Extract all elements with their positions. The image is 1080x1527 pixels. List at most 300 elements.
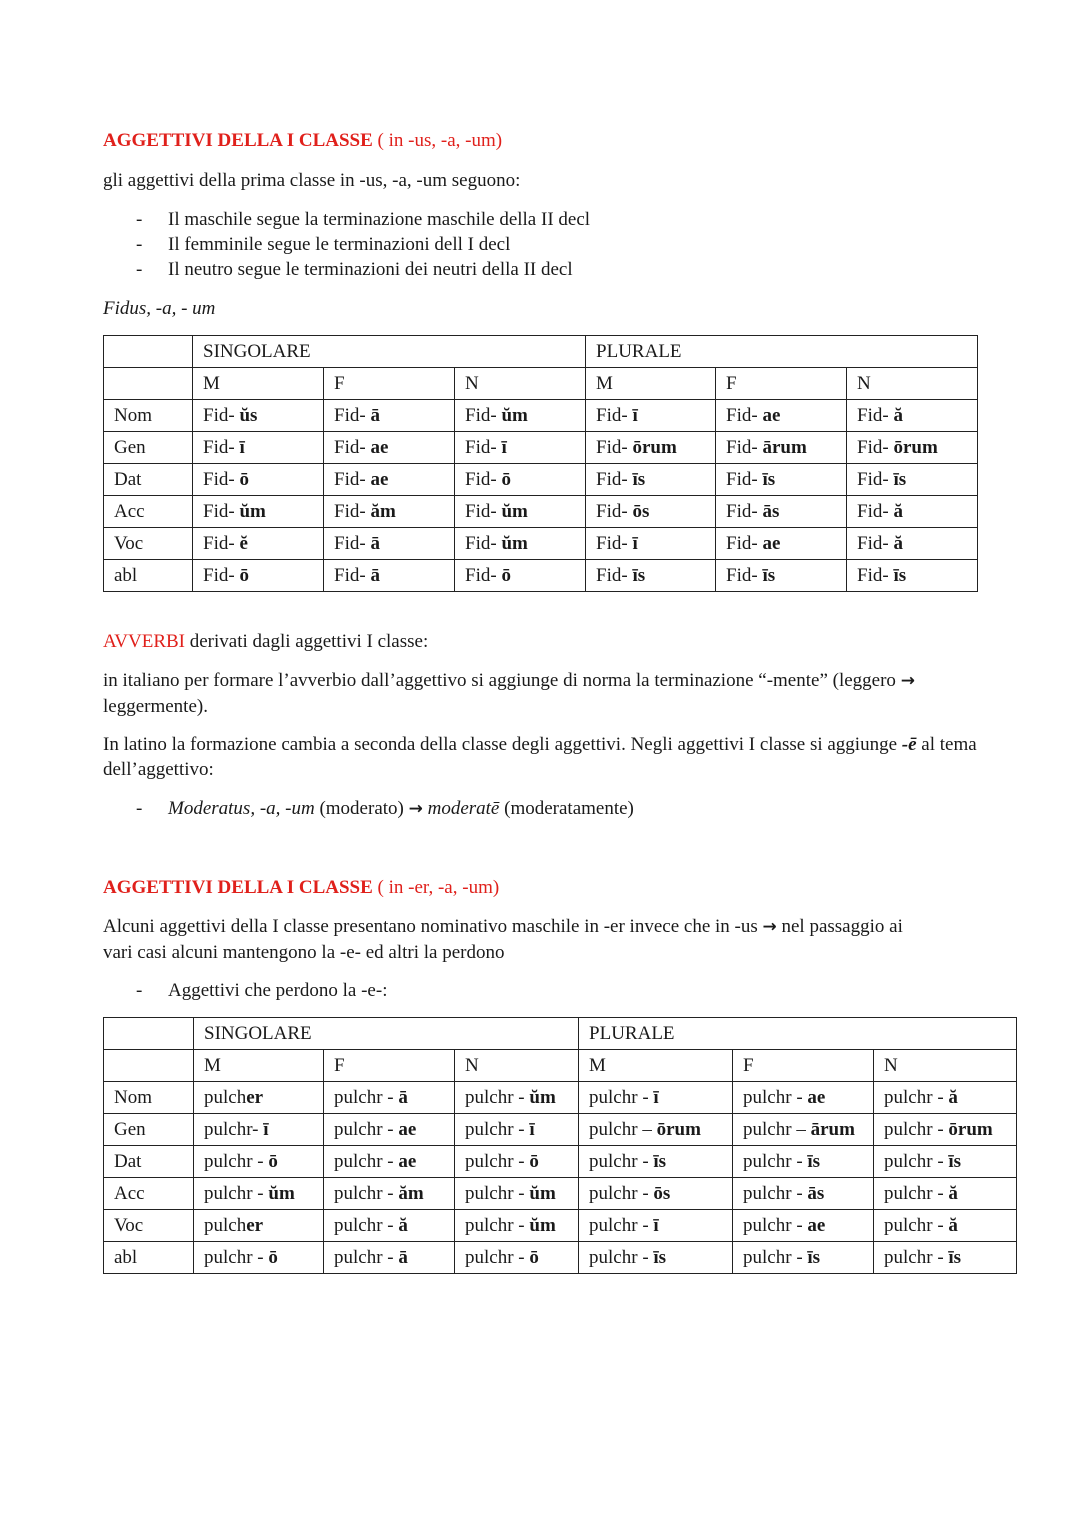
stem: Fid- (465, 565, 502, 586)
table-row (104, 1242, 1017, 1274)
stem: Fid- (596, 469, 633, 490)
case-label: abl (104, 1242, 194, 1274)
stem: pulchr - (334, 1215, 399, 1236)
group-header-plural: PLURALE (586, 336, 978, 368)
table-cell (455, 432, 586, 464)
heading-main: AGGETTIVI DELLA I CLASSE (103, 130, 373, 151)
ending: īs (632, 565, 646, 586)
list-item-text: Il maschile segue la terminazione maschile della II decl (168, 209, 591, 230)
ending: ī (239, 437, 245, 458)
table-cell (324, 1082, 455, 1114)
ending: īs (762, 469, 776, 490)
table-cell (847, 560, 978, 592)
gender-header: N (455, 1050, 579, 1082)
arrow-icon: → (900, 671, 915, 691)
table-cell (455, 1178, 579, 1210)
case-label: Gen (104, 1114, 194, 1146)
table-cell (733, 1242, 874, 1274)
gender-header: F (324, 1050, 455, 1082)
table-row (104, 400, 978, 432)
table-cell (324, 400, 455, 432)
stem: pulchr - (465, 1119, 530, 1140)
table-cell (847, 432, 978, 464)
table-cell (324, 496, 455, 528)
case-label: Gen (104, 432, 193, 464)
case-label: Acc (104, 496, 193, 528)
stem: Fid- (465, 405, 502, 426)
table-cell (874, 1210, 1017, 1242)
table-cell (194, 1082, 324, 1114)
ending: ōrum (632, 437, 677, 458)
gender-header: F (324, 368, 455, 400)
ending: ō (501, 565, 511, 586)
stem: pulch (204, 1215, 247, 1236)
ending: īs (653, 1247, 667, 1268)
stem: Fid- (203, 501, 240, 522)
table-cell (716, 528, 847, 560)
table-cell (324, 1178, 455, 1210)
stem: pulchr - (334, 1183, 399, 1204)
table-cell (586, 496, 716, 528)
ending: ŭm (268, 1183, 295, 1204)
ending: ā (398, 1087, 408, 1108)
stem: Fid- (857, 437, 894, 458)
stem: pulchr - (334, 1151, 399, 1172)
text: nel passaggio ai (776, 916, 903, 937)
table-cell (324, 528, 455, 560)
example-adverb: moderatē (427, 798, 500, 819)
heading-rest: derivati dagli aggettivi I classe: (185, 631, 429, 652)
ending: er (246, 1087, 264, 1108)
adverb-paragraph-latin (103, 732, 1003, 782)
stem: pulchr - (589, 1247, 654, 1268)
ending: īs (893, 565, 907, 586)
heading-sub: ( in -er, -a, -um) (372, 877, 500, 898)
stem: pulchr - (884, 1247, 949, 1268)
stem: pulchr - (465, 1247, 530, 1268)
stem: pulchr- (204, 1119, 264, 1140)
stem: Fid- (465, 437, 502, 458)
table-cell (716, 560, 847, 592)
table-row (104, 1114, 1017, 1146)
text: al tema dell’aggettivo: (103, 734, 977, 780)
empty-cell (104, 368, 193, 400)
ending: ī (501, 437, 507, 458)
table-cell (847, 464, 978, 496)
table-cell (716, 432, 847, 464)
ending: ō (529, 1247, 539, 1268)
table-row (104, 528, 978, 560)
stem: Fid- (596, 565, 633, 586)
stem: pulchr - (334, 1087, 399, 1108)
ending: ae (370, 469, 389, 490)
ending: ā (370, 405, 380, 426)
stem: pulchr - (884, 1183, 949, 1204)
stem: Fid- (857, 501, 894, 522)
stem: pulchr - (465, 1183, 530, 1204)
gender-header: M (586, 368, 716, 400)
ending: īs (762, 565, 776, 586)
ending: ās (807, 1183, 825, 1204)
table-cell (847, 400, 978, 432)
ending: ŭm (529, 1183, 556, 1204)
table-cell (324, 1210, 455, 1242)
ending: ŭm (529, 1087, 556, 1108)
stem: Fid- (726, 501, 763, 522)
gender-header: F (733, 1050, 874, 1082)
table-cell (874, 1146, 1017, 1178)
table-cell (733, 1146, 874, 1178)
gender-header: F (716, 368, 847, 400)
ending: īs (653, 1151, 667, 1172)
table-cell (874, 1178, 1017, 1210)
table-cell (733, 1210, 874, 1242)
text: (moderatamente) (499, 798, 634, 819)
ending: ī (263, 1119, 269, 1140)
ending: er (246, 1215, 264, 1236)
suffix: -ē (901, 734, 917, 755)
case-label: Nom (104, 400, 193, 432)
table-cell (716, 496, 847, 528)
ending: ŭm (501, 405, 528, 426)
ending: ās (762, 501, 780, 522)
section-heading-us (103, 128, 502, 153)
table-row (104, 464, 978, 496)
empty-cell (104, 1018, 194, 1050)
gender-header: M (194, 1050, 324, 1082)
ending: ā (398, 1247, 408, 1268)
ending: ă (948, 1215, 958, 1236)
table-cell (455, 464, 586, 496)
ending: ă (893, 533, 903, 554)
table-gender-row (104, 1050, 1017, 1082)
text: (moderato) (314, 798, 409, 819)
table-cell (874, 1242, 1017, 1274)
ending: ae (370, 437, 389, 458)
ending: ī (632, 533, 638, 554)
stem: pulchr - (884, 1087, 949, 1108)
group-header-singular: SINGOLARE (194, 1018, 579, 1050)
case-label: Dat (104, 1146, 194, 1178)
ending: ŭm (501, 501, 528, 522)
case-label: Voc (104, 1210, 194, 1242)
ending: ŭm (529, 1215, 556, 1236)
table-row (104, 432, 978, 464)
case-label: Voc (104, 528, 193, 560)
table-cell (194, 1114, 324, 1146)
table-cell (324, 560, 455, 592)
ending: ae (398, 1119, 417, 1140)
ending: ŭm (239, 501, 266, 522)
table-cell (874, 1082, 1017, 1114)
stem: Fid- (203, 533, 240, 554)
stem: pulchr - (589, 1087, 654, 1108)
stem: Fid- (596, 533, 633, 554)
list-item: - Il neutro segue le terminazioni dei neutri della II decl (136, 259, 573, 280)
gender-header: N (847, 368, 978, 400)
case-label: Nom (104, 1082, 194, 1114)
table-cell (579, 1082, 733, 1114)
table-cell (324, 432, 455, 464)
stem: pulchr - (743, 1151, 808, 1172)
list-item: - Moderatus, -a, -um (moderato) → moderatē (moderatamente) (136, 798, 634, 819)
stem: pulchr - (334, 1247, 399, 1268)
ending: ae (807, 1087, 826, 1108)
ending: ae (398, 1151, 417, 1172)
list-item: - Il femminile segue le terminazioni dell I decl (136, 234, 511, 255)
table-cell (324, 1114, 455, 1146)
declension-table-pulcher (103, 1017, 1017, 1274)
stem: pulchr - (334, 1119, 399, 1140)
table-group-header-row (104, 336, 978, 368)
table-cell (455, 528, 586, 560)
er-paragraph (103, 914, 1003, 965)
table-cell (194, 1210, 324, 1242)
ending: ōrum (948, 1119, 993, 1140)
ending: ō (239, 565, 249, 586)
table-cell (193, 400, 324, 432)
ending: ō (501, 469, 511, 490)
stem: Fid- (465, 501, 502, 522)
table-cell (455, 1210, 579, 1242)
stem: pulchr - (743, 1183, 808, 1204)
table-cell (455, 1082, 579, 1114)
table-cell (455, 1242, 579, 1274)
table-cell (194, 1242, 324, 1274)
table-group-header-row (104, 1018, 1017, 1050)
ending: ă (893, 405, 903, 426)
table-row (104, 496, 978, 528)
list-item-text: Aggettivi che perdono la -e-: (168, 980, 388, 1001)
table-cell (324, 464, 455, 496)
heading-sub: ( in -us, -a, -um) (372, 130, 503, 151)
table-row (104, 1178, 1017, 1210)
group-header-plural: PLURALE (579, 1018, 1017, 1050)
table-cell (455, 1114, 579, 1146)
stem: Fid- (857, 565, 894, 586)
stem: Fid- (203, 437, 240, 458)
er-list (103, 978, 387, 1003)
gender-header: M (193, 368, 324, 400)
table-cell (193, 560, 324, 592)
stem: Fid- (203, 565, 240, 586)
table-cell (586, 528, 716, 560)
stem: Fid- (596, 501, 633, 522)
ending: ăm (398, 1183, 424, 1204)
stem: Fid- (726, 565, 763, 586)
table-cell (579, 1114, 733, 1146)
arrow-icon: → (762, 917, 777, 937)
case-label: abl (104, 560, 193, 592)
stem: Fid- (203, 469, 240, 490)
table-cell (194, 1178, 324, 1210)
table-cell (455, 400, 586, 432)
table-cell (586, 464, 716, 496)
ending: ae (807, 1215, 826, 1236)
table-cell (193, 496, 324, 528)
ending: ŭs (239, 405, 258, 426)
table-cell (733, 1082, 874, 1114)
stem: pulchr - (884, 1215, 949, 1236)
stem: pulchr - (465, 1215, 530, 1236)
table-cell (193, 528, 324, 560)
table-row (104, 1082, 1017, 1114)
stem: Fid- (726, 469, 763, 490)
table-cell (579, 1146, 733, 1178)
ending: ōs (653, 1183, 671, 1204)
stem: Fid- (726, 405, 763, 426)
ending: ōs (632, 501, 650, 522)
example-adjective: Moderatus, -a, -um (168, 798, 315, 819)
stem: pulchr - (589, 1183, 654, 1204)
stem: pulchr - (465, 1087, 530, 1108)
stem: Fid- (726, 533, 763, 554)
stem: Fid- (334, 533, 371, 554)
table-cell (194, 1146, 324, 1178)
stem: Fid- (334, 405, 371, 426)
table-cell (193, 464, 324, 496)
stem: Fid- (203, 405, 240, 426)
table-cell (455, 496, 586, 528)
ending: ō (529, 1151, 539, 1172)
list-item-text: Il femminile segue le terminazioni dell I decl (168, 234, 511, 255)
heading-red: AVVERBI (103, 631, 185, 652)
list-item: - Aggettivi che perdono la -e-: (136, 980, 388, 1001)
list-item-text: Il neutro segue le terminazioni dei neutri della II decl (168, 259, 573, 280)
ending: ĕ (239, 533, 248, 554)
ending: ō (268, 1151, 278, 1172)
ending: īs (632, 469, 646, 490)
table-cell (579, 1210, 733, 1242)
rules-list (103, 207, 590, 282)
case-label: Dat (104, 464, 193, 496)
text: In latino la formazione cambia a seconda della classe degli aggettivi. Negli aggettivi I classe si aggiunge (103, 734, 902, 755)
ending: ă (893, 501, 903, 522)
table-cell (733, 1178, 874, 1210)
ending: īs (807, 1247, 821, 1268)
ending: ă (948, 1087, 958, 1108)
stem: pulchr - (589, 1215, 654, 1236)
stem: pulchr – (743, 1119, 811, 1140)
stem: Fid- (334, 565, 371, 586)
gender-header: M (579, 1050, 733, 1082)
stem: Fid- (857, 405, 894, 426)
list-item: - Il maschile segue la terminazione maschile della II decl (136, 209, 591, 230)
ending: īs (948, 1247, 962, 1268)
table-row (104, 560, 978, 592)
ending: īs (948, 1151, 962, 1172)
stem: pulchr - (465, 1151, 530, 1172)
ending: ō (268, 1247, 278, 1268)
text: vari casi alcuni mantengono la -e- ed altri la perdono (103, 942, 505, 963)
table-cell (193, 432, 324, 464)
ending: īs (807, 1151, 821, 1172)
gender-header: N (874, 1050, 1017, 1082)
ending: ārum (762, 437, 807, 458)
arrow-icon: → (408, 799, 423, 819)
declension-table-fidus (103, 335, 978, 592)
section-heading-adverbs (103, 629, 428, 654)
text: in italiano per formare l’avverbio dall’aggettivo si aggiunge di norma la terminazione “-mente” (leggero (103, 670, 901, 691)
ending: ōrum (656, 1119, 701, 1140)
table-cell (579, 1178, 733, 1210)
ending: ī (653, 1087, 659, 1108)
example-word: Fidus, -a, - um (103, 298, 216, 319)
ending: ă (398, 1215, 408, 1236)
ending: ăm (370, 501, 396, 522)
stem: Fid- (465, 469, 502, 490)
ending: ī (632, 405, 638, 426)
table-row (104, 1210, 1017, 1242)
stem: pulchr - (884, 1151, 949, 1172)
table-cell (586, 432, 716, 464)
stem: pulchr - (743, 1247, 808, 1268)
ending: ā (370, 533, 380, 554)
empty-cell (104, 1050, 194, 1082)
text: leggermente). (103, 696, 208, 717)
stem: Fid- (857, 469, 894, 490)
table-cell (324, 1146, 455, 1178)
heading-main: AGGETTIVI DELLA I CLASSE (103, 877, 373, 898)
ending: ārum (810, 1119, 855, 1140)
adverb-paragraph-italian (103, 668, 983, 719)
table-cell (847, 496, 978, 528)
ending: ī (653, 1215, 659, 1236)
stem: Fid- (465, 533, 502, 554)
stem: Fid- (334, 501, 371, 522)
table-cell (586, 400, 716, 432)
section-heading-er (103, 875, 499, 900)
stem: pulchr - (743, 1087, 808, 1108)
stem: pulchr - (204, 1151, 269, 1172)
intro-text: gli aggettivi della prima classe in -us, -a, -um seguono: (103, 170, 521, 191)
table-cell (716, 464, 847, 496)
text: Alcuni aggettivi della I classe presentano nominativo maschile in -er invece che in -us (103, 916, 763, 937)
stem: pulchr - (589, 1151, 654, 1172)
table-row (104, 1146, 1017, 1178)
stem: pulchr - (884, 1119, 949, 1140)
ending: ā (370, 565, 380, 586)
table-cell (874, 1114, 1017, 1146)
stem: Fid- (596, 437, 633, 458)
stem: pulchr – (589, 1119, 657, 1140)
ending: ī (529, 1119, 535, 1140)
table-cell (586, 560, 716, 592)
table-cell (733, 1114, 874, 1146)
ending: īs (893, 469, 907, 490)
stem: pulchr - (204, 1247, 269, 1268)
stem: pulchr - (204, 1183, 269, 1204)
ending: ō (239, 469, 249, 490)
stem: Fid- (334, 469, 371, 490)
ending: ōrum (893, 437, 938, 458)
stem: Fid- (857, 533, 894, 554)
table-cell (847, 528, 978, 560)
ending: ŭm (501, 533, 528, 554)
case-label: Acc (104, 1178, 194, 1210)
ending: ae (762, 405, 781, 426)
table-gender-row (104, 368, 978, 400)
stem: pulchr - (743, 1215, 808, 1236)
table-cell (324, 1242, 455, 1274)
stem: Fid- (334, 437, 371, 458)
group-header-singular: SINGOLARE (193, 336, 586, 368)
gender-header: N (455, 368, 586, 400)
ending: ă (948, 1183, 958, 1204)
empty-cell (104, 336, 193, 368)
stem: pulch (204, 1087, 247, 1108)
stem: Fid- (726, 437, 763, 458)
